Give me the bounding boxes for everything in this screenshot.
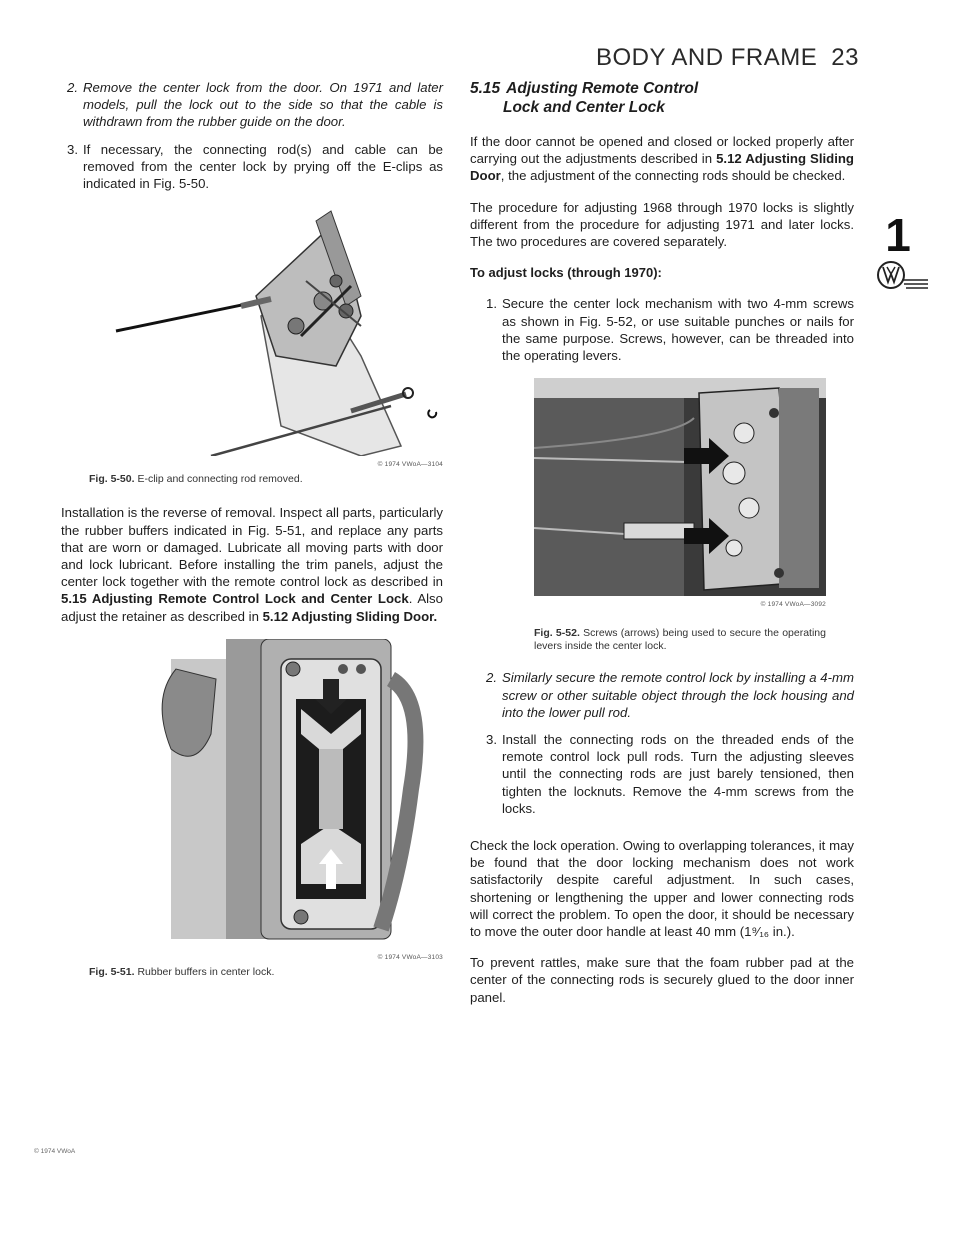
figure-credit: © 1974 VWoA—3092 [760, 601, 826, 609]
figure-5-52 [534, 378, 826, 653]
list-item: 2. Remove the center lock from the door. On 1971 and later models, pull the lock out to the side so that the cable is withdrawn from the rubber guide on the door. [67, 80, 443, 130]
chapter-title: BODY AND FRAME [596, 44, 818, 71]
figure-caption: Fig. 5-51. Rubber buffers in center lock. [89, 966, 275, 979]
section-reference: 5.12 Adjusting Sliding Door [470, 151, 854, 184]
section-title: 5.15 Adjusting Remote Control Lock and Center Lock [470, 80, 699, 116]
section-reference: 5.12 Adjusting Sliding Door. [262, 608, 438, 624]
list-item: 1. Secure the center lock mechanism with two 4-mm screws as shown in Fig. 5-52, or use suitable punches or nails for the same purpose. Screws, however, can be threaded into the operating levers. [486, 296, 854, 364]
rubber-buffers-photo [61, 639, 443, 949]
adjust-steps [480, 295, 854, 364]
figure-credit: © 1974 VWoA—3104 [377, 461, 443, 469]
list-item: 3. Install the connecting rods on the threaded ends of the remote control lock pull rods. Turn the adjusting sleeves until the connecting rods are just barely tensioned, then tighten the locknuts. Remove the 4-mm screws from the locks. [486, 732, 854, 816]
page-number: 23 [831, 44, 859, 71]
figure-5-51 [61, 639, 443, 979]
figure-credit: © 1974 VWoA—3103 [377, 953, 443, 961]
adjust-steps-continued [480, 669, 854, 817]
section-reference: 5.15 Adjusting Remote Control Lock and Center Lock [61, 591, 409, 607]
paragraph: To prevent rattles, make sure that the foam rubber pad at the center of the connecting rods is securely glued to the door inner panel. [470, 955, 854, 1005]
center-lock-screws-photo [534, 378, 826, 596]
vw-logo-icon [876, 258, 930, 292]
sub-heading: To adjust locks (through 1970): [470, 265, 662, 281]
right-column [470, 79, 854, 1020]
chapter-marker [876, 209, 936, 292]
paragraph: Check the lock operation. Owing to overlapping tolerances, it may be found that the door locking mechanism does not work satisfactorily despite careful adjustment. In such cases, shortening or lengthening the upper and lower connecting rods will correct the problem. To open the door, it should be necessary to move the outer door handle at least 40 mm (1⁹⁄₁₆ in.). [470, 838, 854, 940]
paragraph: If the door cannot be opened and closed or locked properly after carrying out the adjustments described in 5.12 Adjusting Sliding Door, the adjustment of the connecting rods should be checked. [470, 134, 854, 184]
removal-steps [61, 79, 443, 192]
figure-caption: Fig. 5-52. Screws (arrows) being used to secure the operating levers inside the center lock. [534, 627, 826, 653]
list-item: 3. If necessary, the connecting rod(s) and cable can be removed from the center lock by prying off the E-clips as indicated in Fig. 5-50. [67, 141, 443, 192]
list-item: 2. Similarly secure the remote control lock by installing a 4-mm screw or other suitable object through the lock housing and into the lower pull rod. [486, 670, 854, 720]
page-header [596, 44, 896, 72]
paragraph: The procedure for adjusting 1968 through 1970 locks is slightly different from the procedure for adjusting 1971 and later locks. The two procedures are covered separately. [470, 199, 854, 250]
footer-credit: © 1974 VWoA [34, 1148, 76, 1155]
chapter-number: 1 [885, 209, 911, 261]
installation-paragraph: Installation is the reverse of removal. Inspect all parts, particularly the rubber buffers indicated in Fig. 5-51, and replace any parts that are worn or damaged. Lubricate all moving parts with door and lock lubricant. Before installing the trim panels, adjust the center lock together with the remote control lock as described in 5.15 Adjusting Remote Control Lock and Center Lock. Also adjust the retainer as described in 5.12 Adjusting Sliding Door. [61, 505, 443, 624]
left-column [61, 79, 443, 993]
figure-caption: Fig. 5-50. E-clip and connecting rod removed. [89, 473, 303, 486]
figure-5-50 [61, 206, 443, 486]
e-clip-illustration [61, 206, 443, 456]
